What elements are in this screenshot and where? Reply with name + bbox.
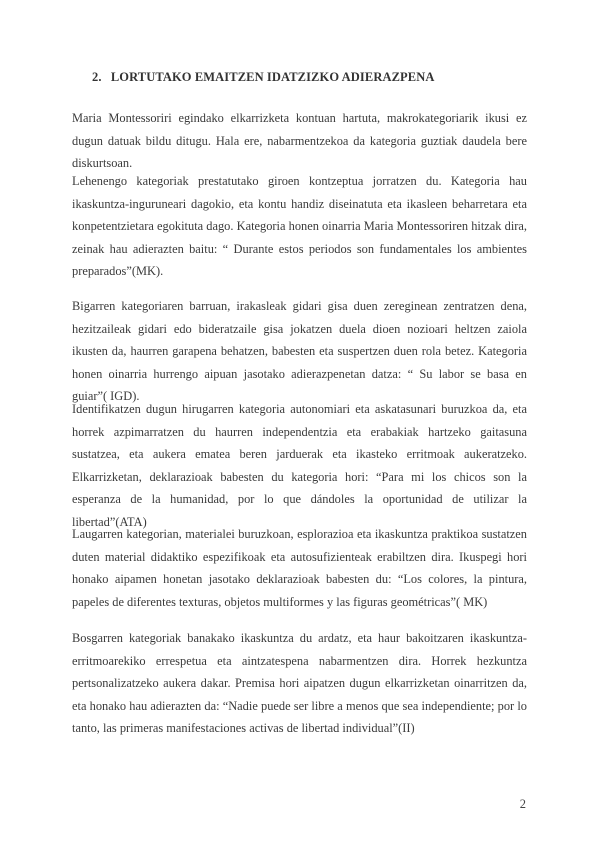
paragraph-category-2: Bigarren kategoriaren barruan, irakasleak gidari gisa duen zereginean zentratzen dena, hezitzaileak gidari edo bideratzaile gisa jokatzen duela dioen nozioari heltzen zaiola ikusten da, haurren garapena behatzen, babesten eta suspertzen duen rola betez. Kategoria honen oinarria hurrengo aipuan jasotako adierazpenetan datza: “ Su labor se basa en guiar”( IGD). bbox=[72, 299, 527, 403]
paragraph-intro: Maria Montessoriri egindako elkarrizketa kontuan hartuta, makrokategoriarik ikusi ez dugun datuak bildu ditugu. Hala ere, nabarmentzekoa da kategoria guztiak daudela bere diskurtsoan. bbox=[72, 111, 527, 170]
paragraph-category-5: Bosgarren kategoriak banakako ikaskuntza du ardatz, eta haur bakoitzaren ikaskuntza-erritmoarekiko errespetua eta aintzatespena nabarmentzen dira. Horrek hezkuntza pertsonalizatzeko aukera dakar. Premisa hori aipatzen dugun elkarrizketan oinarritzen da, eta honako hau adierazten da: “Nadie puede ser libre a menos que sea independiente; por lo tanto, las primeras manifestaciones activas de libertad individual”(II) bbox=[72, 631, 527, 735]
section-heading bbox=[92, 70, 434, 85]
paragraph-category-3: Identifikatzen dugun hirugarren kategoria autonomiari eta askatasunari buruzkoa da, eta horrek azpimarratzen du haurren independentzia eta erabakiak hartzeko gaitasuna sustatzea, eta aukera ematea beren jarduerak eta ikasteko erritmoak aukeratzeko. Elkarrizketan, deklarazioak babesten du kategoria hori: “Para mi los chicos son la esperanza de la humanidad, por lo que dándoles la oportunidad de utilizar la libertad”(ATA) bbox=[72, 402, 527, 529]
paragraph-category-1: Lehenengo kategoriak prestatutako giroen kontzeptua jorratzen du. Kategoria hau ikaskuntza-inguruneari dagokio, eta kontu handiz diseinatuta eta ikasleen beharretara eta konpetentzietara egokituta dago. Kategoria honen oinarria Maria Montessoriren hitzak dira, zeinak hau adierazten baitu: “ Durante estos periodos son fundamentales los ambientes preparados”(MK). bbox=[72, 174, 527, 278]
section-number: 2. bbox=[92, 70, 102, 84]
page-number: 2 bbox=[519, 797, 526, 811]
section-title: LORTUTAKO EMAITZEN IDATZIZKO ADIERAZPENA bbox=[110, 70, 435, 84]
paragraph-category-4: Laugarren kategorian, materialei buruzkoan, esplorazioa eta ikaskuntza praktikoa sustatzen duten material didaktiko espezifikoak eta autosufizienteak erabiltzen dira. Ikuspegi hori honako aipamen honetan jasotako deklarazioak babesten du: “Los colores, la pintura, papeles de diferentes texturas, objetos multiformes y las figuras geométricas”( MK) bbox=[72, 527, 527, 609]
